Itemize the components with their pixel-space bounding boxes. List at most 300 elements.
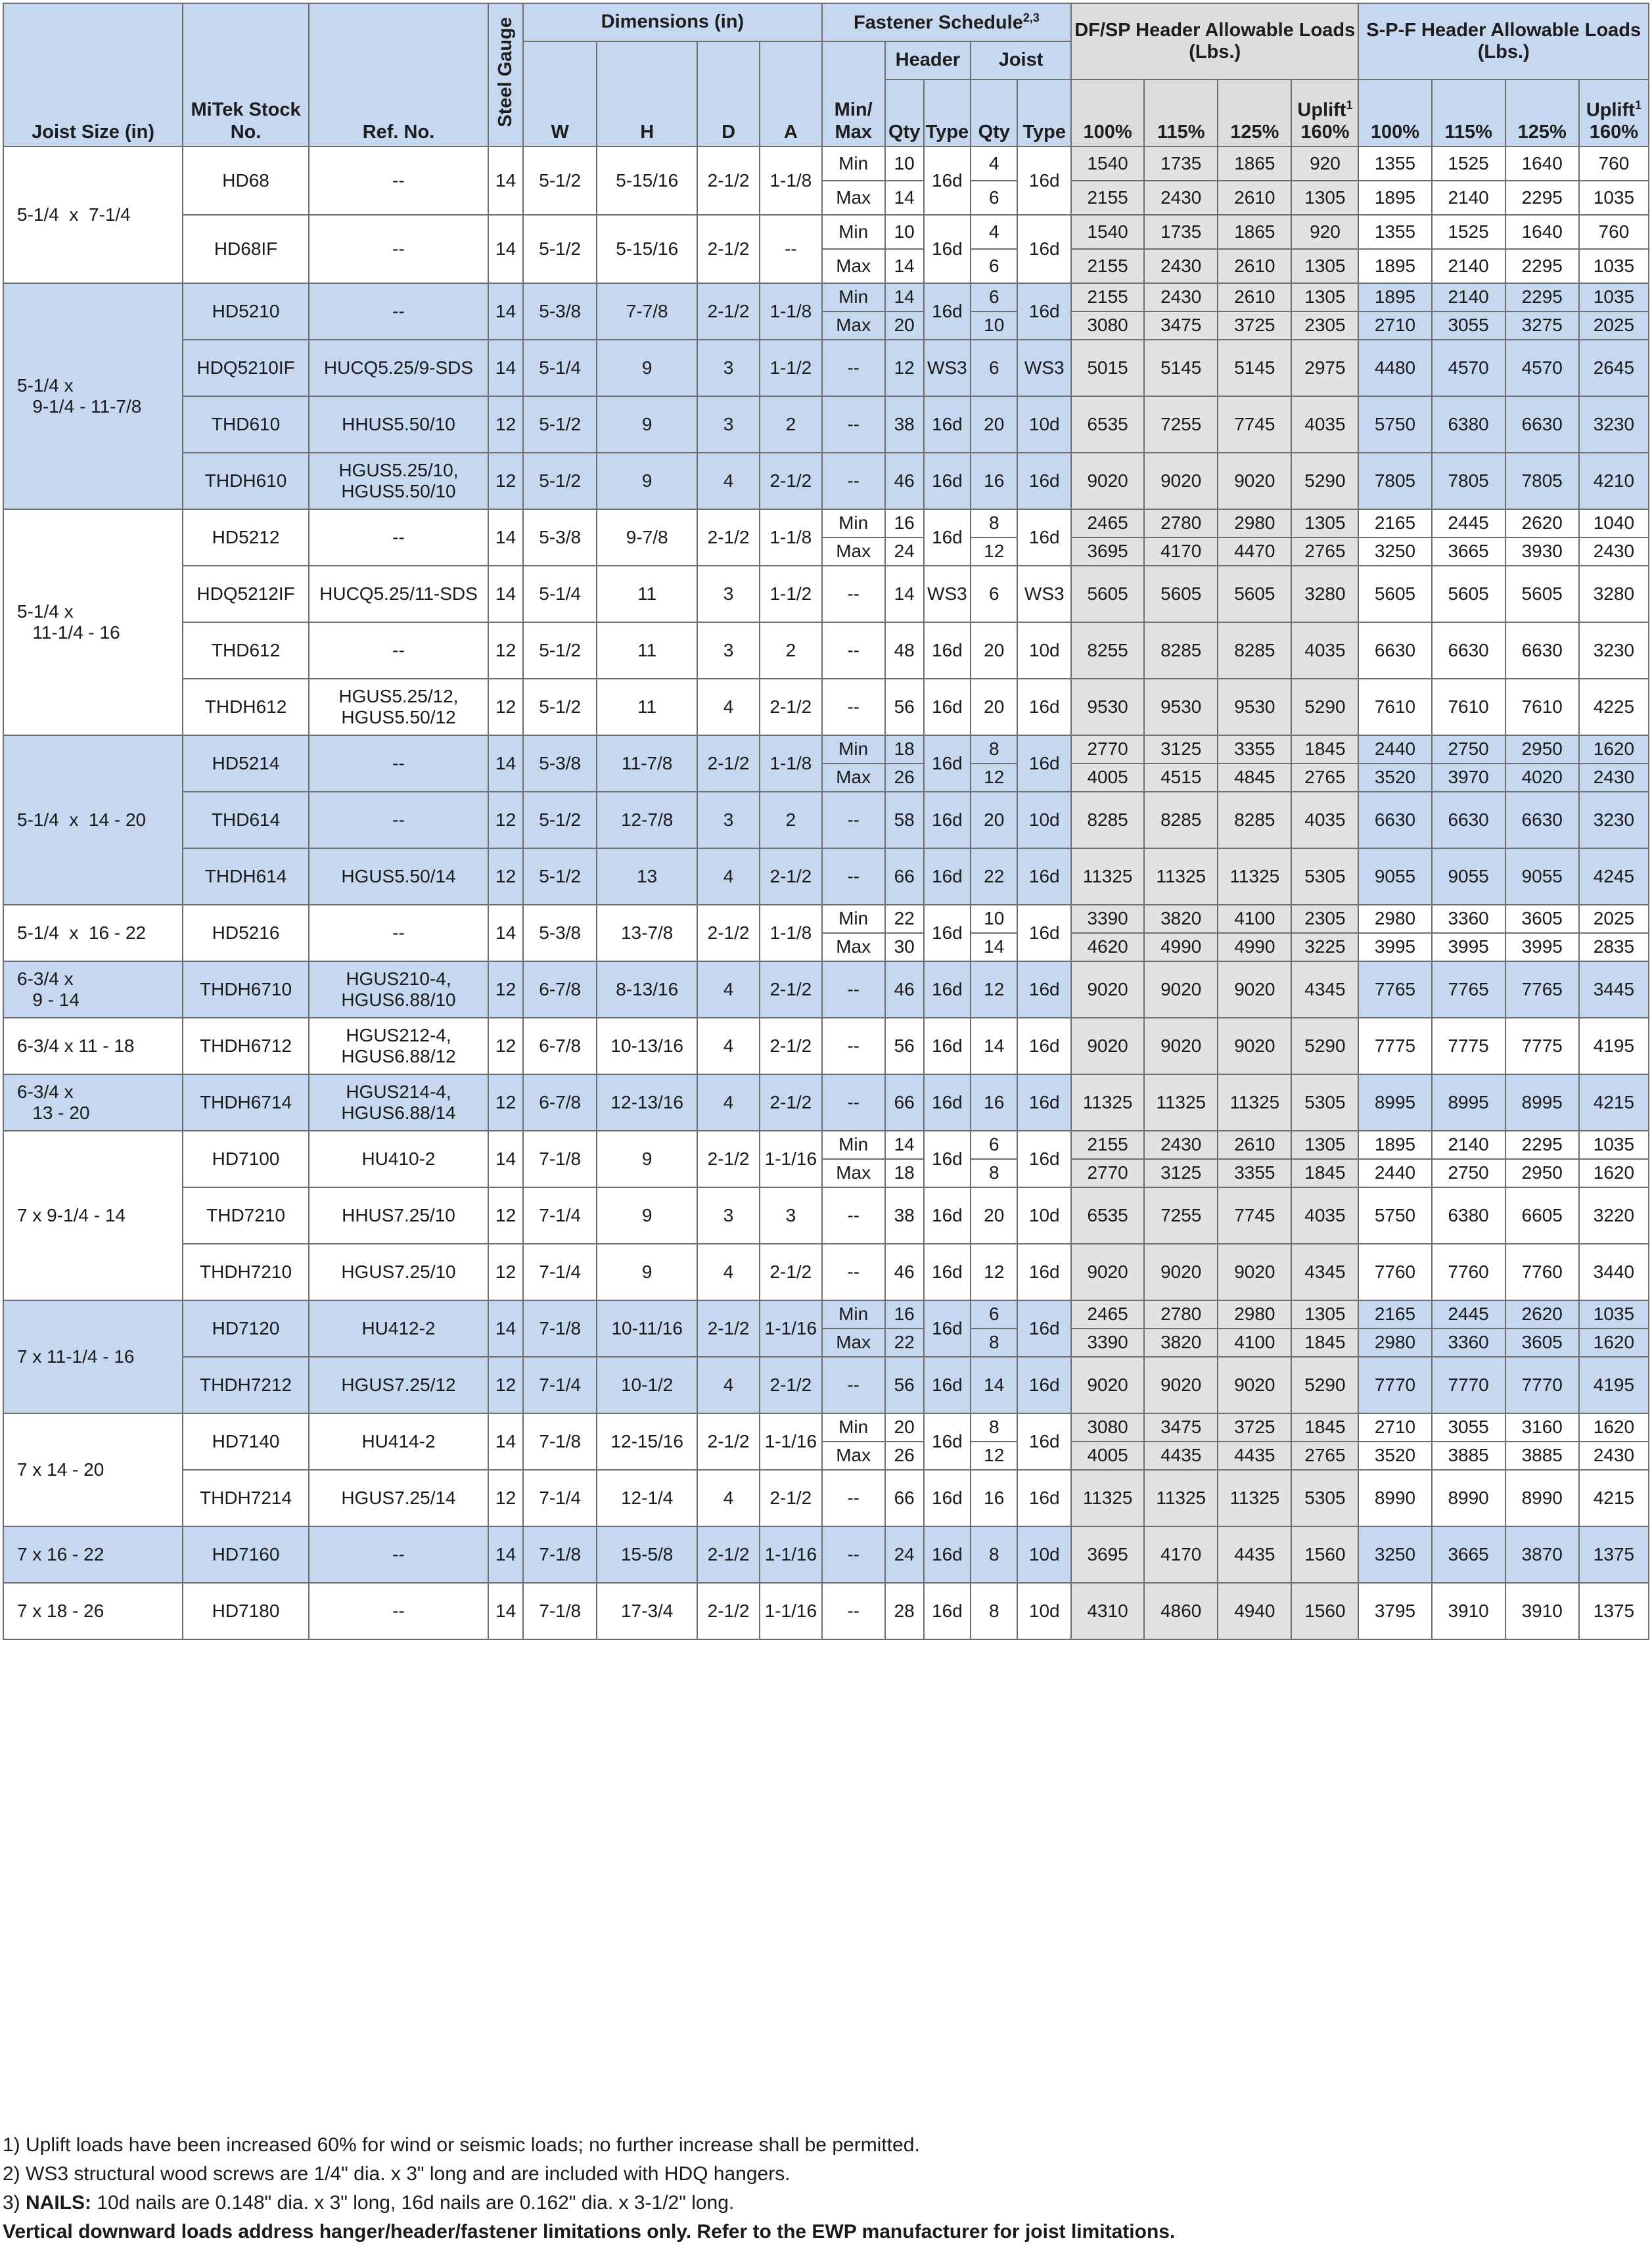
joist-size-group [3, 283, 1649, 509]
dfsp-125-cell: 4435 [1218, 1442, 1291, 1470]
min-max-cell: -- [822, 622, 885, 679]
spf-115-cell: 3910 [1432, 1583, 1505, 1639]
spf-uplift-cell: 1035 [1579, 1300, 1649, 1329]
dim-a-cell: 1-1/8 [760, 905, 822, 961]
dfsp-uplift-cell: 5290 [1291, 1018, 1358, 1074]
dfsp-125-cell: 7745 [1218, 1187, 1291, 1244]
steel-gauge-cell: 14 [488, 147, 523, 215]
min-max-cell: -- [822, 566, 885, 622]
spf-100-cell: 3520 [1358, 764, 1431, 792]
table-row [3, 792, 1649, 848]
header-qty-cell: 38 [885, 396, 924, 453]
spf-uplift-cell: 3280 [1579, 566, 1649, 622]
joist-size-label: 7 x 16 - 22 [17, 1543, 104, 1564]
col-spf-uplift [1579, 80, 1649, 147]
table-row [3, 622, 1649, 679]
dim-w-cell: 5-1/2 [523, 215, 597, 283]
header-qty-cell: 66 [885, 848, 924, 905]
spf-uplift-cell: 760 [1579, 215, 1649, 249]
dfsp-uplift-cell: 2975 [1291, 340, 1358, 396]
dfsp-115-cell: 2430 [1144, 1131, 1218, 1159]
table-row [3, 961, 1649, 1018]
steel-gauge-cell: 12 [488, 848, 523, 905]
joist-type-cell: 10d [1017, 1187, 1071, 1244]
steel-gauge-cell: 14 [488, 1131, 523, 1187]
header-type-cell: 16d [924, 1074, 971, 1131]
spf-100-cell: 5750 [1358, 1187, 1431, 1244]
joist-type-cell: 10d [1017, 396, 1071, 453]
col-spf-125: 125% [1505, 80, 1579, 147]
spf-uplift-cell: 760 [1579, 147, 1649, 181]
dfsp-125-cell: 4470 [1218, 537, 1291, 566]
joist-size-cell [3, 283, 183, 509]
joist-type-cell: WS3 [1017, 566, 1071, 622]
min-max-cell: Max [822, 249, 885, 283]
uplift-label: Uplift [1586, 99, 1635, 121]
dim-h-cell: 12-7/8 [597, 792, 697, 848]
table-row [3, 566, 1649, 622]
dfsp-100-cell: 5605 [1071, 566, 1144, 622]
stock-number-cell: THDH7214 [183, 1470, 309, 1526]
dfsp-125-cell: 5605 [1218, 566, 1291, 622]
dfsp-115-cell: 2780 [1144, 509, 1218, 537]
spf-115-cell: 6630 [1432, 622, 1505, 679]
dim-d-cell: 2-1/2 [697, 147, 760, 215]
spf-125-cell: 3275 [1505, 311, 1579, 340]
joist-qty-cell: 12 [971, 961, 1017, 1018]
joist-size-group [3, 1074, 1649, 1131]
dfsp-uplift-cell: 5290 [1291, 1357, 1358, 1413]
dfsp-uplift-cell: 1845 [1291, 735, 1358, 764]
col-ref-no: Ref. No. [309, 3, 488, 147]
dfsp-uplift-cell: 4035 [1291, 622, 1358, 679]
joist-size-group [3, 1300, 1649, 1413]
joist-size-cell [3, 1300, 183, 1413]
min-max-cell: -- [822, 396, 885, 453]
dfsp-100-cell: 3695 [1071, 537, 1144, 566]
stock-number-cell: THD610 [183, 396, 309, 453]
dfsp-100-cell: 9020 [1071, 961, 1144, 1018]
dim-d-cell: 2-1/2 [697, 509, 760, 566]
dim-a-cell: 2 [760, 622, 822, 679]
dim-w-cell: 6-7/8 [523, 1074, 597, 1131]
dfsp-125-cell: 2610 [1218, 283, 1291, 311]
spf-100-cell: 8990 [1358, 1470, 1431, 1526]
dim-d-cell: 3 [697, 396, 760, 453]
dfsp-115-cell: 11325 [1144, 1470, 1218, 1526]
header-type-cell: 16d [924, 1413, 971, 1470]
col-min-max: Min/ Max [822, 41, 885, 147]
joist-size-group [3, 1413, 1649, 1526]
col-group-dfsp: DF/SP Header Allowable Loads (Lbs.) [1071, 3, 1358, 80]
col-dfsp-125: 125% [1218, 80, 1291, 147]
header-qty-cell: 16 [885, 1300, 924, 1329]
stock-number-cell: HD68IF [183, 215, 309, 283]
header-qty-cell: 16 [885, 509, 924, 537]
joist-type-cell: 10d [1017, 622, 1071, 679]
dim-d-cell: 4 [697, 848, 760, 905]
dfsp-115-cell: 9020 [1144, 1357, 1218, 1413]
spf-115-cell: 2445 [1432, 509, 1505, 537]
min-max-cell: Max [822, 933, 885, 961]
dfsp-125-cell: 8285 [1218, 622, 1291, 679]
dim-h-cell: 10-1/2 [597, 1357, 697, 1413]
spf-115-cell: 2140 [1432, 249, 1505, 283]
footnote-3-prefix: 3) [3, 2192, 26, 2214]
spf-115-cell: 9055 [1432, 848, 1505, 905]
dim-a-cell: 2-1/2 [760, 1018, 822, 1074]
dfsp-115-cell: 11325 [1144, 1074, 1218, 1131]
dfsp-115-cell: 4515 [1144, 764, 1218, 792]
spf-uplift-cell: 2025 [1579, 905, 1649, 933]
steel-gauge-cell: 14 [488, 735, 523, 792]
min-max-cell: Max [822, 181, 885, 215]
min-max-cell: Min [822, 1413, 885, 1442]
header-qty-cell: 14 [885, 283, 924, 311]
spf-125-cell: 2295 [1505, 1131, 1579, 1159]
ref-number-cell: HU412-2 [309, 1300, 488, 1357]
spf-125-cell: 5605 [1505, 566, 1579, 622]
ref-number-cell: -- [309, 792, 488, 848]
dfsp-100-cell: 2465 [1071, 509, 1144, 537]
dim-w-cell: 5-1/2 [523, 622, 597, 679]
header-type-cell: 16d [924, 509, 971, 566]
stock-number-cell: THDH6714 [183, 1074, 309, 1131]
dfsp-uplift-cell: 3280 [1291, 566, 1358, 622]
dim-a-cell: 2-1/2 [760, 1470, 822, 1526]
col-group-header-fastener: Header [885, 41, 971, 80]
joist-size-group [3, 735, 1649, 905]
joist-type-cell: 16d [1017, 848, 1071, 905]
col-steel-gauge [488, 3, 523, 147]
spf-uplift-cell: 2430 [1579, 764, 1649, 792]
header-type-cell: 16d [924, 1131, 971, 1187]
min-max-cell: -- [822, 792, 885, 848]
ref-number-cell: HGUS210-4, HGUS6.88/10 [309, 961, 488, 1018]
steel-gauge-cell: 12 [488, 1018, 523, 1074]
min-max-cell: Max [822, 537, 885, 566]
spf-115-cell: 3055 [1432, 311, 1505, 340]
dfsp-125-cell: 4990 [1218, 933, 1291, 961]
spf-uplift-cell: 2025 [1579, 311, 1649, 340]
joist-size-label: 5-1/4 x 7-1/4 [17, 204, 131, 225]
dfsp-100-cell: 3390 [1071, 905, 1144, 933]
spf-uplift-cell: 1620 [1579, 1329, 1649, 1357]
stock-number-cell: HDQ5210IF [183, 340, 309, 396]
dim-d-cell: 4 [697, 679, 760, 735]
dfsp-125-cell: 4940 [1218, 1583, 1291, 1639]
joist-type-cell: 16d [1017, 679, 1071, 735]
joist-type-cell: WS3 [1017, 340, 1071, 396]
spf-100-cell: 1895 [1358, 283, 1431, 311]
spf-125-cell: 7775 [1505, 1018, 1579, 1074]
header-type-cell: 16d [924, 147, 971, 215]
spf-125-cell: 9055 [1505, 848, 1579, 905]
dfsp-100-cell: 8285 [1071, 792, 1144, 848]
dfsp-uplift-cell: 1305 [1291, 1300, 1358, 1329]
dfsp-100-cell: 6535 [1071, 1187, 1144, 1244]
table-row [3, 1244, 1649, 1300]
spf-uplift-cell: 1035 [1579, 283, 1649, 311]
spf-125-cell: 2950 [1505, 735, 1579, 764]
joist-qty-cell: 6 [971, 249, 1017, 283]
stock-number-cell: THD612 [183, 622, 309, 679]
footnote-3 [3, 2189, 1649, 2218]
joist-size-label: 5-1/4 x 14 - 20 [17, 809, 147, 830]
dim-h-cell: 9 [597, 340, 697, 396]
spf-125-cell: 8995 [1505, 1074, 1579, 1131]
header-type-cell: 16d [924, 735, 971, 792]
dim-w-cell: 5-1/2 [523, 679, 597, 735]
joist-size-group [3, 905, 1649, 961]
steel-gauge-cell: 12 [488, 792, 523, 848]
header-qty-cell: 28 [885, 1583, 924, 1639]
min-max-cell: -- [822, 848, 885, 905]
dim-a-cell: 2-1/2 [760, 453, 822, 509]
spf-100-cell: 1895 [1358, 1131, 1431, 1159]
uplift-pct: 160% [1300, 121, 1350, 143]
min-max-cell: -- [822, 679, 885, 735]
spf-115-cell: 2140 [1432, 181, 1505, 215]
spf-100-cell: 1895 [1358, 249, 1431, 283]
header-qty-cell: 56 [885, 1357, 924, 1413]
dfsp-115-cell: 1735 [1144, 215, 1218, 249]
joist-qty-cell: 12 [971, 1442, 1017, 1470]
header-qty-cell: 56 [885, 679, 924, 735]
spf-125-cell: 6630 [1505, 396, 1579, 453]
header-type-cell: 16d [924, 792, 971, 848]
dim-a-cell: 1-1/16 [760, 1526, 822, 1583]
stock-number-cell: THDH614 [183, 848, 309, 905]
spf-115-cell: 3995 [1432, 933, 1505, 961]
hanger-spec-sheet [3, 3, 1649, 1640]
dfsp-100-cell: 4005 [1071, 764, 1144, 792]
joist-qty-cell: 8 [971, 509, 1017, 537]
spf-125-cell: 2295 [1505, 249, 1579, 283]
spf-115-cell: 8995 [1432, 1074, 1505, 1131]
dfsp-125-cell: 9020 [1218, 961, 1291, 1018]
dim-a-cell: 2-1/2 [760, 679, 822, 735]
dim-w-cell: 5-1/4 [523, 566, 597, 622]
footnote-1: 1) Uplift loads have been increased 60% for wind or seismic loads; no further increase shall be permitted. [3, 2134, 920, 2156]
min-max-cell: Max [822, 311, 885, 340]
spf-125-cell: 3910 [1505, 1583, 1579, 1639]
dim-a-cell: 3 [760, 1187, 822, 1244]
header-type-cell: 16d [924, 1526, 971, 1583]
header-qty-cell: 30 [885, 933, 924, 961]
joist-size-cell [3, 735, 183, 905]
dfsp-115-cell: 2780 [1144, 1300, 1218, 1329]
header-qty-cell: 20 [885, 1413, 924, 1442]
joist-size-cell [3, 905, 183, 961]
dim-h-cell: 10-13/16 [597, 1018, 697, 1074]
joist-size-group [3, 147, 1649, 283]
joist-qty-cell: 16 [971, 1470, 1017, 1526]
steel-gauge-cell: 14 [488, 283, 523, 340]
joist-qty-cell: 4 [971, 215, 1017, 249]
footnote-3-label: NAILS: [26, 2192, 92, 2214]
header-type-cell: 16d [924, 1583, 971, 1639]
dfsp-125-cell: 11325 [1218, 848, 1291, 905]
min-max-cell: Max [822, 1442, 885, 1470]
dfsp-100-cell: 1540 [1071, 215, 1144, 249]
min-max-cell: -- [822, 961, 885, 1018]
spf-100-cell: 9055 [1358, 848, 1431, 905]
dfsp-125-cell: 3355 [1218, 1159, 1291, 1187]
dim-a-cell: 2-1/2 [760, 848, 822, 905]
dfsp-125-cell: 9530 [1218, 679, 1291, 735]
stock-number-cell: HD5212 [183, 509, 309, 566]
joist-qty-cell: 8 [971, 1583, 1017, 1639]
ref-number-cell: HGUS7.25/14 [309, 1470, 488, 1526]
dfsp-uplift-cell: 1845 [1291, 1329, 1358, 1357]
min-max-cell: Min [822, 735, 885, 764]
header-type-cell: 16d [924, 215, 971, 283]
dim-h-cell: 12-15/16 [597, 1413, 697, 1470]
stock-number-cell: THDH7210 [183, 1244, 309, 1300]
stock-number-cell: THDH612 [183, 679, 309, 735]
spf-uplift-cell: 1620 [1579, 735, 1649, 764]
spf-115-cell: 6380 [1432, 396, 1505, 453]
dfsp-100-cell: 9020 [1071, 453, 1144, 509]
dim-a-cell: 1-1/16 [760, 1300, 822, 1357]
dim-a-cell: -- [760, 215, 822, 283]
dfsp-uplift-cell: 920 [1291, 215, 1358, 249]
spf-115-cell: 7775 [1432, 1018, 1505, 1074]
col-joist-type: Type [1017, 80, 1071, 147]
spf-uplift-cell: 4215 [1579, 1074, 1649, 1131]
dfsp-100-cell: 2155 [1071, 1131, 1144, 1159]
spf-100-cell: 6630 [1358, 622, 1431, 679]
joist-type-cell: 16d [1017, 147, 1071, 215]
dfsp-125-cell: 2610 [1218, 181, 1291, 215]
stock-number-cell: THDH6712 [183, 1018, 309, 1074]
dfsp-115-cell: 11325 [1144, 848, 1218, 905]
dim-d-cell: 4 [697, 1244, 760, 1300]
ref-number-cell: -- [309, 905, 488, 961]
spf-uplift-cell: 1040 [1579, 509, 1649, 537]
joist-size-cell [3, 1018, 183, 1074]
dfsp-125-cell: 4100 [1218, 905, 1291, 933]
dim-h-cell: 13 [597, 848, 697, 905]
min-max-cell: -- [822, 1187, 885, 1244]
spf-100-cell: 2440 [1358, 735, 1431, 764]
col-header-type: Type [924, 80, 971, 147]
ref-number-cell: HGUS7.25/10 [309, 1244, 488, 1300]
dfsp-uplift-cell: 4035 [1291, 792, 1358, 848]
spf-125-cell: 7760 [1505, 1244, 1579, 1300]
dfsp-125-cell: 11325 [1218, 1470, 1291, 1526]
steel-gauge-cell: 12 [488, 1244, 523, 1300]
spf-uplift-cell: 3220 [1579, 1187, 1649, 1244]
header-type-cell: 16d [924, 283, 971, 340]
spf-uplift-cell: 1375 [1579, 1583, 1649, 1639]
dfsp-115-cell: 9020 [1144, 961, 1218, 1018]
spf-125-cell: 3995 [1505, 933, 1579, 961]
spf-100-cell: 7760 [1358, 1244, 1431, 1300]
spf-uplift-cell: 1035 [1579, 181, 1649, 215]
dim-w-cell: 5-1/2 [523, 396, 597, 453]
joist-size-label: 6-3/4 x 9 - 14 [17, 968, 80, 1010]
uplift-note-ref: 1 [1346, 98, 1353, 112]
header-qty-cell: 66 [885, 1470, 924, 1526]
table-row [3, 1131, 1649, 1159]
col-a: A [760, 41, 822, 147]
header-qty-cell: 22 [885, 905, 924, 933]
dfsp-100-cell: 11325 [1071, 1074, 1144, 1131]
header-type-cell: 16d [924, 679, 971, 735]
min-max-cell: Max [822, 764, 885, 792]
stock-number-cell: HD7100 [183, 1131, 309, 1187]
joist-qty-cell: 20 [971, 679, 1017, 735]
stock-number-cell: THD7210 [183, 1187, 309, 1244]
dim-h-cell: 12-1/4 [597, 1470, 697, 1526]
ref-number-cell: -- [309, 735, 488, 792]
ref-number-cell: HU414-2 [309, 1413, 488, 1470]
spf-100-cell: 2165 [1358, 509, 1431, 537]
dfsp-100-cell: 4005 [1071, 1442, 1144, 1470]
dfsp-uplift-cell: 3225 [1291, 933, 1358, 961]
dfsp-100-cell: 4620 [1071, 933, 1144, 961]
spf-100-cell: 2440 [1358, 1159, 1431, 1187]
dim-h-cell: 9 [597, 1187, 697, 1244]
dfsp-100-cell: 2155 [1071, 283, 1144, 311]
spf-115-cell: 1525 [1432, 215, 1505, 249]
min-max-cell: Max [822, 1329, 885, 1357]
dfsp-100-cell: 1540 [1071, 147, 1144, 181]
joist-qty-cell: 20 [971, 792, 1017, 848]
steel-gauge-cell: 14 [488, 566, 523, 622]
dfsp-uplift-cell: 1560 [1291, 1583, 1358, 1639]
joist-size-group [3, 1131, 1649, 1300]
steel-gauge-cell: 12 [488, 1187, 523, 1244]
spf-125-cell: 4020 [1505, 764, 1579, 792]
header-type-cell: WS3 [924, 340, 971, 396]
dim-w-cell: 7-1/4 [523, 1470, 597, 1526]
spf-125-cell: 3605 [1505, 905, 1579, 933]
col-spf-100: 100% [1358, 80, 1431, 147]
joist-size-cell [3, 961, 183, 1018]
joist-type-cell: 16d [1017, 961, 1071, 1018]
table-row [3, 1413, 1649, 1442]
spf-125-cell: 3870 [1505, 1526, 1579, 1583]
spf-100-cell: 1355 [1358, 147, 1431, 181]
dim-h-cell: 9 [597, 453, 697, 509]
spf-125-cell: 1640 [1505, 147, 1579, 181]
col-group-spf: S-P-F Header Allowable Loads (Lbs.) [1358, 3, 1649, 80]
spf-100-cell: 5605 [1358, 566, 1431, 622]
dim-d-cell: 2-1/2 [697, 1583, 760, 1639]
spf-100-cell: 5750 [1358, 396, 1431, 453]
dfsp-uplift-cell: 2305 [1291, 311, 1358, 340]
spf-100-cell: 7805 [1358, 453, 1431, 509]
spf-125-cell: 6630 [1505, 622, 1579, 679]
header-type-cell: 16d [924, 1357, 971, 1413]
dfsp-115-cell: 3820 [1144, 1329, 1218, 1357]
ref-number-cell: HHUS5.50/10 [309, 396, 488, 453]
joist-qty-cell: 8 [971, 1413, 1017, 1442]
joist-size-label: 7 x 18 - 26 [17, 1600, 104, 1621]
stock-number-cell: HD7140 [183, 1413, 309, 1470]
spf-115-cell: 7770 [1432, 1357, 1505, 1413]
dim-h-cell: 9 [597, 396, 697, 453]
table-row [3, 147, 1649, 181]
table-row [3, 1526, 1649, 1583]
joist-qty-cell: 6 [971, 1300, 1017, 1329]
ref-number-cell: -- [309, 622, 488, 679]
joist-qty-cell: 14 [971, 1018, 1017, 1074]
dfsp-100-cell: 9020 [1071, 1357, 1144, 1413]
